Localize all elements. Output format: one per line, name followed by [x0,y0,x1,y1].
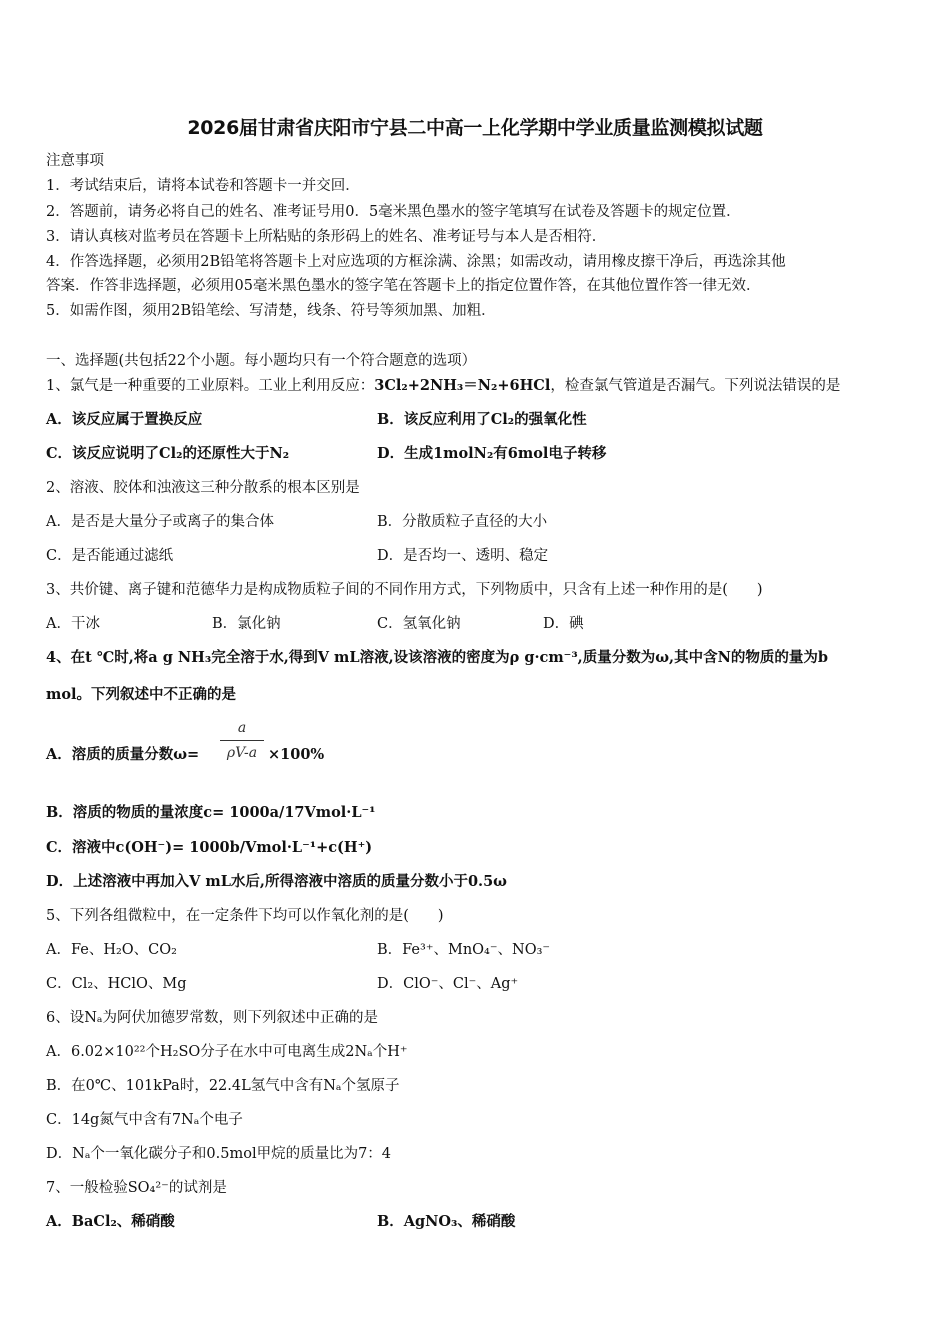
notice-item: 答案．作答非选择题，必须用05毫米黑色墨水的签字笔在答题卡上的指定位置作答，在其他位置作答一律无效． [46,278,761,294]
q2-option-b: B．分散质粒子直径的大小 [377,514,548,530]
notice-item: 2．答题前，请务必将自己的姓名、准考证号用0．5毫米黑色墨水的签字笔填写在试卷及答题卡的规定位置． [46,204,741,220]
q7-option-a: A．BaCl₂、稀硝酸 [46,1213,175,1230]
q5-option-c: C．Cl₂、HClO、Mg [46,976,187,992]
q6-option-c: C．14g氮气中含有7Nₐ个电子 [46,1112,243,1128]
section-heading: 一、选择题(共包括22个小题。每小题均只有一个符合题意的选项） [46,353,477,369]
fraction-denominator: ρV-a [226,745,258,761]
fraction-bar [220,740,264,741]
notice-item: 4．作答选择题，必须用2B铅笔将答题卡上对应选项的方框涂满、涂黑；如需改动，请用橡皮擦干净后，再选涂其他 [46,254,786,270]
q1-stem-part: ，检查氯气管道是否漏气。下列说法错误的是 [550,378,841,394]
q4-option-c: C．溶液中c(OH⁻)= 1000b/Vmol·L⁻¹+c(H⁺) [46,839,373,856]
q6-option-b: B．在0℃、101kPa时，22.4L氢气中含有Nₐ个氢原子 [46,1078,400,1094]
question-4-stem-line1: 4、在t ℃时,将a g NH₃完全溶于水,得到V mL溶液,设该溶液的密度为ρ g·cm⁻³,质量分数为ω,其中含N的物质的量为b [46,649,828,666]
question-1-stem [46,377,916,395]
q4-option-a-suffix: ×100% [268,746,325,763]
question-4-stem-line2: mol。下列叙述中不正确的是 [46,686,237,703]
q4-option-a-prefix: A．溶质的质量分数ω= [46,746,200,763]
q4-option-d: D．上述溶液中再加入V mL水后,所得溶液中溶质的质量分数小于0.5ω [46,873,507,890]
q2-option-d: D．是否均一、透明、稳定 [377,548,549,564]
q5-option-d: D．ClO⁻、Cl⁻、Ag⁺ [377,976,519,992]
q6-option-d: D．Nₐ个一氧化碳分子和0.5mol甲烷的质量比为7：4 [46,1146,392,1162]
q3-option-a: A．干冰 [46,616,100,632]
notice-item: 3．请认真核对监考员在答题卡上所粘贴的条形码上的姓名、准考证号与本人是否相符． [46,229,607,245]
q6-option-a: A．6.02×10²²个H₂SO分子在水中可电离生成2Nₐ个H⁺ [46,1044,408,1060]
question-6-stem: 6、设Nₐ为阿伏加德罗常数，则下列叙述中正确的是 [46,1010,379,1026]
q4-option-b: B．溶质的物质的量浓度c= 1000a/17Vmol·L⁻¹ [46,804,376,821]
q5-option-b: B．Fe³⁺、MnO₄⁻、NO₃⁻ [377,942,551,958]
question-5-stem: 5、下列各组微粒中，在一定条件下均可以作氧化剂的是( ) [46,908,444,924]
notice-item: 1．考试结束后，请将本试卷和答题卡一并交回． [46,178,360,194]
q1-option-b: B．该反应利用了Cl₂的强氧化性 [377,411,587,428]
q1-option-c: C．该反应说明了Cl₂的还原性大于N₂ [46,445,290,462]
q2-option-a: A．是否是大量分子或离子的集合体 [46,514,274,530]
q3-option-b: B．氯化钠 [212,616,281,632]
question-2-stem: 2、溶液、胶体和浊液这三种分散系的根本区别是 [46,480,360,496]
fraction-numerator: a [237,720,247,736]
q1-option-d: D．生成1molN₂有6mol电子转移 [377,445,607,462]
q1-stem-part: 1、氯气是一种重要的工业原料。工业上利用反应： [46,378,375,394]
q1-equation: 3Cl₂+2NH₃＝N₂+6HCl [374,377,551,394]
q3-option-d: D．碘 [543,616,584,632]
q2-option-c: C．是否能通过滤纸 [46,548,174,564]
q5-option-a: A．Fe、H₂O、CO₂ [46,942,177,958]
q3-option-c: C．氢氧化钠 [377,616,461,632]
q4-option-a-fraction [220,718,264,763]
question-7-stem: 7、一般检验SO₄²⁻的试剂是 [46,1180,227,1196]
notice-heading: 注意事项 [46,153,104,169]
q1-option-a: A．该反应属于置换反应 [46,411,203,428]
notice-item: 5．如需作图，须用2B铅笔绘、写清楚，线条、符号等须加黑、加粗． [46,303,496,319]
q7-option-b: B．AgNO₃、稀硝酸 [377,1213,516,1230]
question-3-stem: 3、共价键、离子键和范德华力是构成物质粒子间的不同作用方式，下列物质中，只含有上述一种作用的是( ) [46,582,763,598]
page-title: 2026届甘肃省庆阳市宁县二中高一上化学期中学业质量监测模拟试题 [187,117,763,139]
